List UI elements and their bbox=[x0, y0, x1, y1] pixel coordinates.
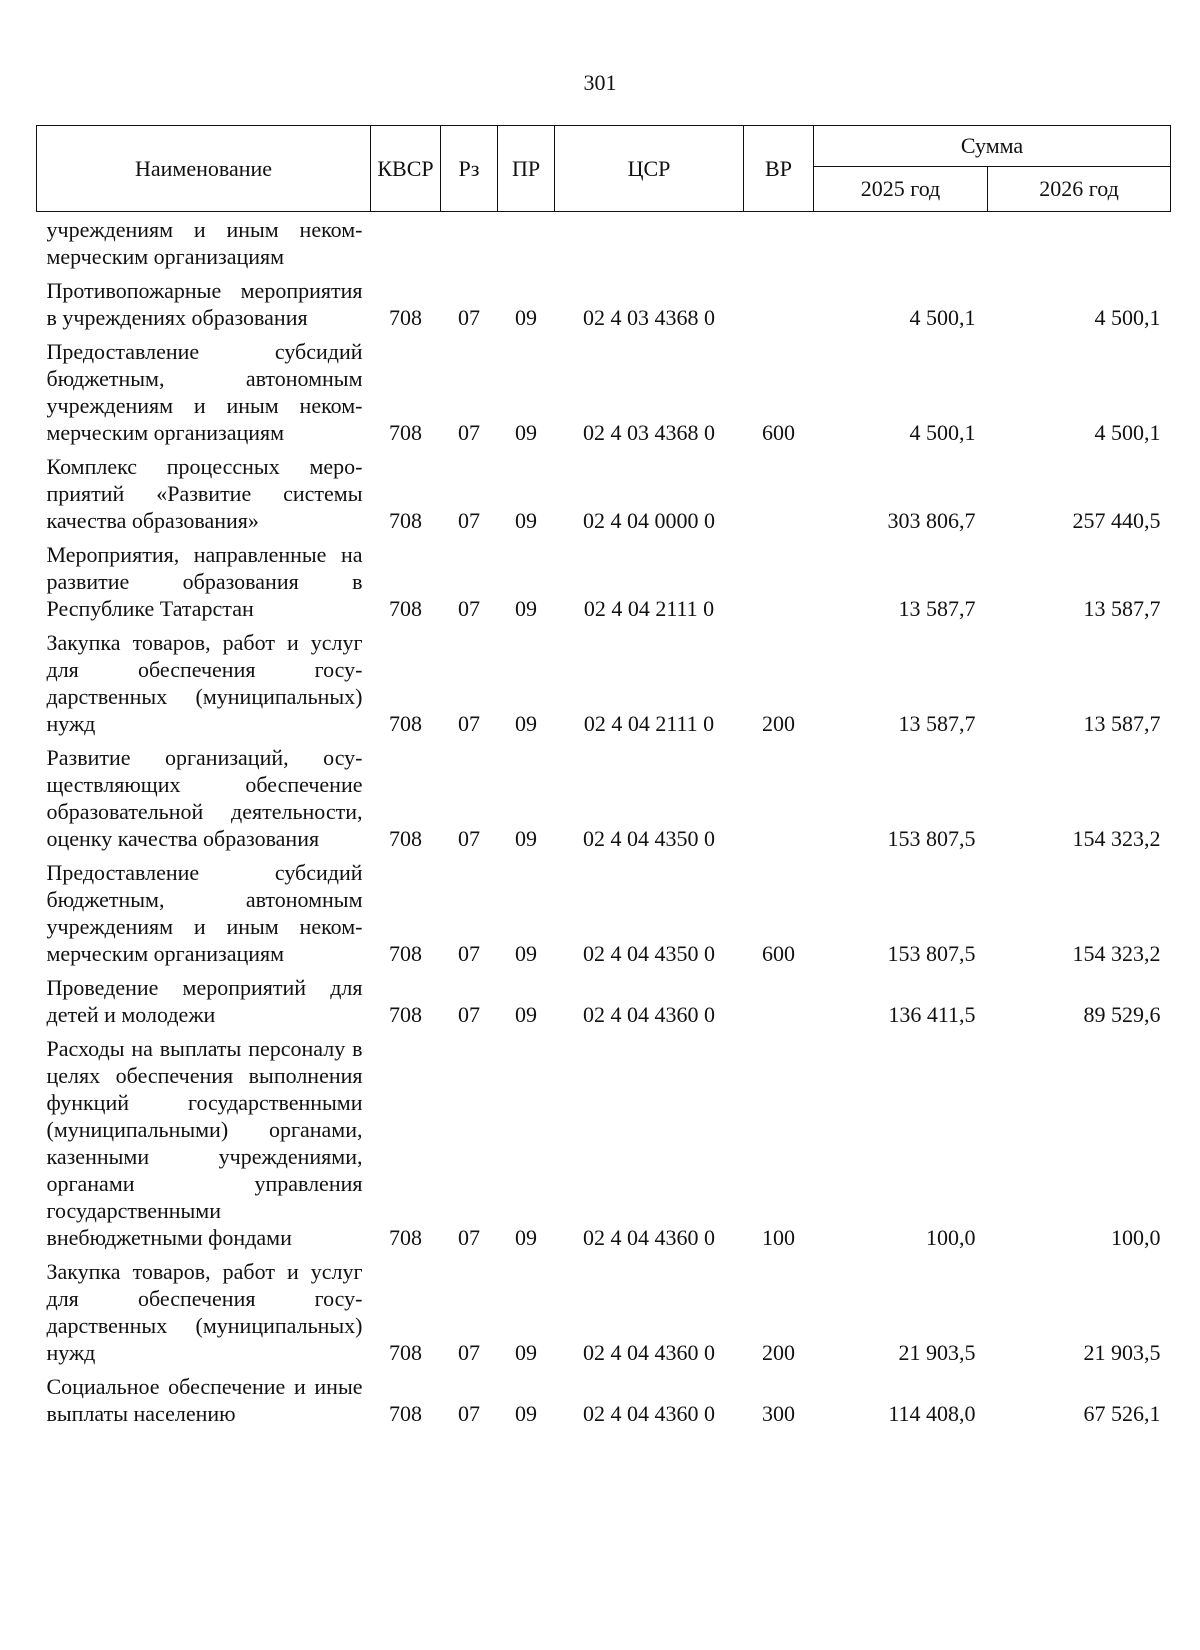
cell-rz: 07 bbox=[458, 941, 480, 966]
table-row bbox=[37, 338, 1171, 453]
cell-sum-2026: 154 323,2 bbox=[1072, 941, 1161, 966]
header-year-2026: 2026 год bbox=[988, 167, 1171, 212]
cell-sum-2026: 89 529,6 bbox=[1083, 1002, 1161, 1027]
table-header bbox=[37, 126, 1171, 212]
cell-kvsr: 708 bbox=[389, 305, 422, 330]
cell-csr: 02 4 04 4360 0 bbox=[583, 1002, 715, 1027]
cell-name: Комплекс процессных мероприятий «Развитие системы качества образования» bbox=[46, 454, 363, 533]
cell-name: Закупка товаров, работ и услуг для обеспечения государственных (муниципальных) нужд bbox=[46, 630, 363, 736]
cell-name: Закупка товаров, работ и услуг для обеспечения государственных (муниципальных) нужд bbox=[46, 1259, 363, 1365]
cell-kvsr: 708 bbox=[389, 711, 422, 736]
cell-csr bbox=[555, 212, 744, 278]
cell-vr: 300 bbox=[762, 1401, 795, 1426]
cell-vr: 600 bbox=[762, 420, 795, 445]
cell-pr bbox=[498, 212, 555, 278]
cell-sum-2026: 100,0 bbox=[1111, 1225, 1161, 1250]
table-row bbox=[37, 629, 1171, 744]
cell-sum-2025: 136 411,5 bbox=[888, 1002, 976, 1027]
cell-csr: 02 4 04 4360 0 bbox=[583, 1225, 715, 1250]
table-row bbox=[37, 277, 1171, 338]
cell-sum-2025: 21 903,5 bbox=[898, 1340, 976, 1365]
cell-kvsr: 708 bbox=[389, 420, 422, 445]
cell-name: Проведение мероприятий для детей и молодежи bbox=[46, 975, 363, 1027]
cell-vr bbox=[744, 212, 814, 278]
cell-pr: 09 bbox=[515, 941, 537, 966]
cell-csr: 02 4 04 4360 0 bbox=[583, 1340, 715, 1365]
cell-kvsr: 708 bbox=[389, 1340, 422, 1365]
cell-pr: 09 bbox=[515, 1340, 537, 1365]
header-name: Наименование bbox=[37, 126, 371, 212]
cell-sum-2025: 153 807,5 bbox=[887, 826, 976, 851]
table-row bbox=[37, 974, 1171, 1035]
cell-vr: 600 bbox=[762, 941, 795, 966]
cell-rz: 07 bbox=[458, 711, 480, 736]
budget-table bbox=[36, 125, 1171, 1434]
cell-csr: 02 4 04 0000 0 bbox=[583, 508, 715, 533]
cell-sum-2026: 4 500,1 bbox=[1094, 305, 1161, 330]
cell-sum-2025: 13 587,7 bbox=[898, 596, 976, 621]
cell-rz: 07 bbox=[458, 826, 480, 851]
table-row bbox=[37, 1035, 1171, 1258]
cell-csr: 02 4 04 4350 0 bbox=[583, 941, 715, 966]
cell-csr: 02 4 03 4368 0 bbox=[583, 420, 715, 445]
cell-sum-2026: 13 587,7 bbox=[1083, 711, 1161, 736]
cell-sum-2025: 303 806,7 bbox=[887, 508, 976, 533]
cell-pr: 09 bbox=[515, 711, 537, 736]
header-pr: ПР bbox=[498, 126, 555, 212]
cell-rz: 07 bbox=[458, 1340, 480, 1365]
cell-vr: 200 bbox=[762, 711, 795, 736]
cell-pr: 09 bbox=[515, 1401, 537, 1426]
cell-sum-2025: 100,0 bbox=[926, 1225, 976, 1250]
cell-kvsr: 708 bbox=[389, 941, 422, 966]
cell-rz: 07 bbox=[458, 1225, 480, 1250]
table-row bbox=[37, 1258, 1171, 1373]
cell-sum-2025: 4 500,1 bbox=[909, 420, 976, 445]
cell-kvsr: 708 bbox=[389, 826, 422, 851]
cell-name: Предоставление субсидий бюджетным, автономным учреждениям и иным некоммерческим организациям bbox=[46, 860, 363, 966]
page-number: 301 bbox=[583, 70, 617, 95]
table-row bbox=[37, 212, 1171, 278]
cell-rz: 07 bbox=[458, 305, 480, 330]
header-csr: ЦСР bbox=[555, 126, 744, 212]
cell-kvsr: 708 bbox=[389, 1401, 422, 1426]
cell-sum-2025: 4 500,1 bbox=[909, 305, 976, 330]
cell-name: Расходы на выплаты персоналу в целях обеспечения выполнения функций государственными (муниципальными) органами, казенными учреждениями, органами управления государственными внебюджетными фондами bbox=[46, 1036, 363, 1250]
cell-sum-2025: 153 807,5 bbox=[887, 941, 976, 966]
cell-kvsr: 708 bbox=[389, 1002, 422, 1027]
cell-pr: 09 bbox=[515, 508, 537, 533]
cell-sum-2026: 257 440,5 bbox=[1072, 508, 1161, 533]
cell-name: учреждениям и иным некоммерческим организациям bbox=[46, 217, 363, 269]
cell-csr: 02 4 04 4360 0 bbox=[583, 1401, 715, 1426]
table-row bbox=[37, 859, 1171, 974]
cell-rz: 07 bbox=[458, 420, 480, 445]
cell-pr: 09 bbox=[515, 1225, 537, 1250]
header-sum: Сумма bbox=[814, 126, 1171, 167]
cell-csr: 02 4 04 4350 0 bbox=[583, 826, 715, 851]
cell-sum-2025: 13 587,7 bbox=[898, 711, 976, 736]
cell-rz: 07 bbox=[458, 596, 480, 621]
cell-csr: 02 4 04 2111 0 bbox=[583, 711, 715, 736]
header-kvsr: КВСР bbox=[371, 126, 441, 212]
cell-name: Предоставление субсидий бюджетным, автономным учреждениям и иным некоммерческим организациям bbox=[46, 339, 363, 445]
cell-kvsr: 708 bbox=[389, 508, 422, 533]
cell-pr: 09 bbox=[515, 826, 537, 851]
cell-rz: 07 bbox=[458, 1002, 480, 1027]
cell-vr bbox=[744, 744, 814, 859]
table-row bbox=[37, 1373, 1171, 1434]
cell-vr bbox=[744, 974, 814, 1035]
cell-sum-2026: 67 526,1 bbox=[1083, 1401, 1161, 1426]
cell-sum-2025: 114 408,0 bbox=[888, 1401, 976, 1426]
cell-pr: 09 bbox=[515, 596, 537, 621]
cell-csr: 02 4 03 4368 0 bbox=[583, 305, 715, 330]
header-vr: ВР bbox=[744, 126, 814, 212]
cell-rz: 07 bbox=[458, 1401, 480, 1426]
cell-rz: 07 bbox=[458, 508, 480, 533]
cell-kvsr: 708 bbox=[389, 596, 422, 621]
cell-vr: 100 bbox=[762, 1225, 795, 1250]
cell-pr: 09 bbox=[515, 1002, 537, 1027]
header-year-2025: 2025 год bbox=[814, 167, 988, 212]
cell-kvsr: 708 bbox=[389, 1225, 422, 1250]
table-row bbox=[37, 744, 1171, 859]
header-rz: Рз bbox=[441, 126, 498, 212]
cell-pr: 09 bbox=[515, 305, 537, 330]
cell-name: Противопожарные мероприятия в учреждениях образования bbox=[46, 278, 363, 330]
cell-name: Социальное обеспечение и иные выплаты населению bbox=[46, 1374, 363, 1426]
cell-sum-2025 bbox=[814, 212, 988, 278]
table-row bbox=[37, 453, 1171, 541]
cell-vr: 200 bbox=[762, 1340, 795, 1365]
table-body bbox=[37, 212, 1171, 1435]
cell-sum-2026 bbox=[988, 212, 1171, 278]
cell-csr: 02 4 04 2111 0 bbox=[583, 596, 715, 621]
cell-vr bbox=[744, 277, 814, 338]
cell-pr: 09 bbox=[515, 420, 537, 445]
cell-vr bbox=[744, 453, 814, 541]
cell-sum-2026: 21 903,5 bbox=[1083, 1340, 1161, 1365]
cell-name: Мероприятия, направленные на развитие образования в Республике Татарстан bbox=[46, 542, 363, 621]
cell-kvsr bbox=[371, 212, 441, 278]
cell-sum-2026: 154 323,2 bbox=[1072, 826, 1161, 851]
cell-rz bbox=[441, 212, 498, 278]
cell-sum-2026: 13 587,7 bbox=[1083, 596, 1161, 621]
cell-name: Развитие организаций, осуществляющих обеспечение образовательной деятельности, оценку качества образования bbox=[46, 745, 363, 851]
cell-sum-2026: 4 500,1 bbox=[1094, 420, 1161, 445]
table-row bbox=[37, 541, 1171, 629]
cell-vr bbox=[744, 541, 814, 629]
